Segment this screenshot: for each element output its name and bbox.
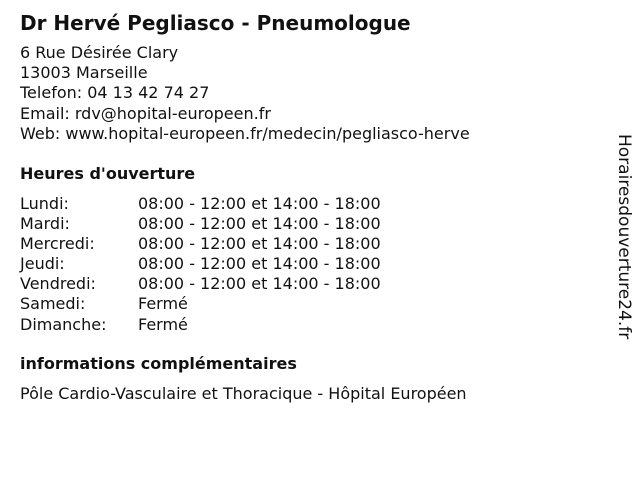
time-value: 08:00 - 12:00 et 14:00 - 18:00 [138,194,381,213]
hours-row-mardi [20,214,381,234]
hours-row-dimanche [20,315,381,335]
hours-row-jeudi [20,254,381,274]
hours-row-samedi [20,294,381,314]
web-line: Web: www.hopital-europeen.fr/medecin/pegliasco-herve [20,123,470,143]
time-value: Fermé [138,294,188,314]
day-label: Dimanche: [20,314,107,334]
phone-line: Telefon: 04 13 42 74 27 [20,83,210,103]
day-label: Mercredi: [20,234,95,254]
hours-row-vendredi [20,274,381,294]
time-value: 08:00 - 12:00 et 14:00 - 18:00 [138,214,381,234]
day-label: Vendredi: [20,274,96,294]
opening-hours-table [20,194,381,335]
info-description: Pôle Cardio-Vasculaire et Thoracique - Hôpital Européen [20,384,467,403]
page-title: Dr Hervé Pegliasco - Pneumologue [20,11,411,35]
hours-heading: Heures d'ouverture [20,164,196,183]
email-line: Email: rdv@hopital-europeen.fr [20,103,271,123]
time-value: 08:00 - 12:00 et 14:00 - 18:00 [138,254,381,274]
day-label: Samedi: [20,294,86,314]
time-value: 08:00 - 12:00 et 14:00 - 18:00 [138,234,381,254]
street-address: 6 Rue Désirée Clary [20,43,179,62]
time-value: 08:00 - 12:00 et 14:00 - 18:00 [138,274,381,294]
day-label: Lundi: [20,194,69,213]
time-value: Fermé [138,314,188,334]
site-watermark: Horairesdouverture24.fr [614,134,634,340]
info-heading: informations complémentaires [20,354,297,373]
city-postal: 13003 Marseille [20,63,148,83]
day-label: Jeudi: [20,254,65,274]
hours-row-lundi [20,194,381,214]
hours-row-mercredi [20,234,381,254]
contact-block [20,43,470,144]
day-label: Mardi: [20,214,70,234]
